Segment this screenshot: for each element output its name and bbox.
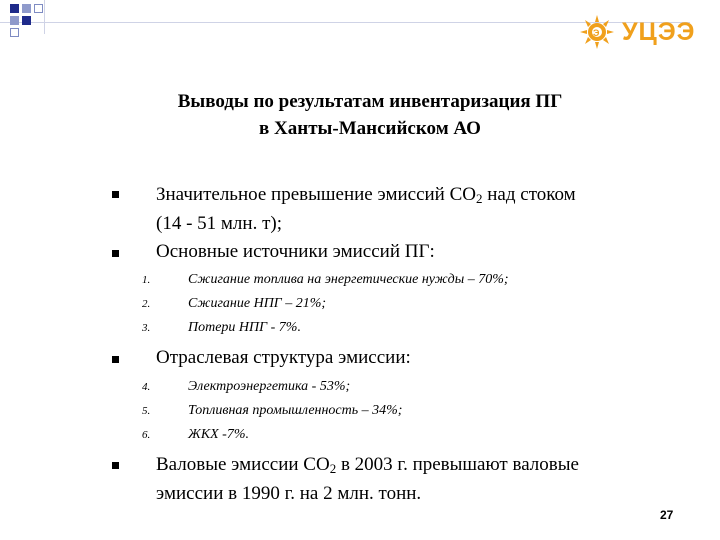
bullet-text-3: Отраслевая структура эмиссии: [156,347,411,368]
list-item: ЖКХ -7%. [188,427,249,442]
logo-text: УЦЭЭ [622,18,696,46]
bullet-1-subscript: 2 [476,191,483,206]
corner-square-icon [22,4,31,13]
svg-text:Э: Э [593,28,600,38]
bullet-square-icon [112,250,119,257]
bullet-4-line-2: эмиссии в 1990 г. на 2 млн. тонн. [156,483,422,504]
corner-square-icon [10,28,19,37]
header-vertical-rule [44,0,45,34]
list-number: 3. [142,322,151,334]
title-line-1: Выводы по результатам инвентаризация ПГ [177,91,563,112]
list-number: 2. [142,298,151,310]
list-item: Потери НПГ - 7%. [188,320,301,335]
sun-logo-icon [578,14,618,50]
corner-square-icon [10,4,19,13]
list-item: Электроэнергетика - 53%; [188,379,351,394]
bullet-square-icon [112,191,119,198]
list-item: Топливная промышленность – 34%; [188,403,403,418]
list-item: Сжигание топлива на энергетические нужды – 70%; [188,272,509,287]
bullet-4-text-b: в 2003 г. превышают валовые [336,454,579,475]
bullet-4-line-1 [156,452,686,481]
bullet-square-icon [112,356,119,363]
bullet-4-text-a: Валовые эмиссии СО [156,454,330,475]
logo [578,14,710,50]
page-number: 27 [660,508,674,522]
page-title [120,88,620,142]
bullet-text-2: Основные источники эмиссий ПГ: [156,241,435,262]
bullet-1-text-a: Значительное превышение эмиссий СО [156,184,476,205]
bullet-1-line-2: (14 - 51 млн. т); [156,213,282,234]
corner-square-icon [34,4,43,13]
bullet-square-icon [112,462,119,469]
list-number: 1. [142,274,151,286]
bullet-4-subscript: 2 [329,461,337,476]
list-item: Сжигание НПГ – 21%; [188,296,327,311]
bullet-text-4 [156,452,686,506]
corner-square-icon [10,16,19,25]
list-number: 5. [142,405,151,417]
list-number: 6. [142,429,151,441]
title-line-2: в Ханты-Мансийском АО [259,118,481,139]
bullet-1-line-1 [156,182,686,211]
bullet-1-text-b: над стоком [482,184,576,205]
bullet-text-1 [156,182,686,236]
list-number: 4. [142,381,151,393]
corner-square-icon [22,16,31,25]
